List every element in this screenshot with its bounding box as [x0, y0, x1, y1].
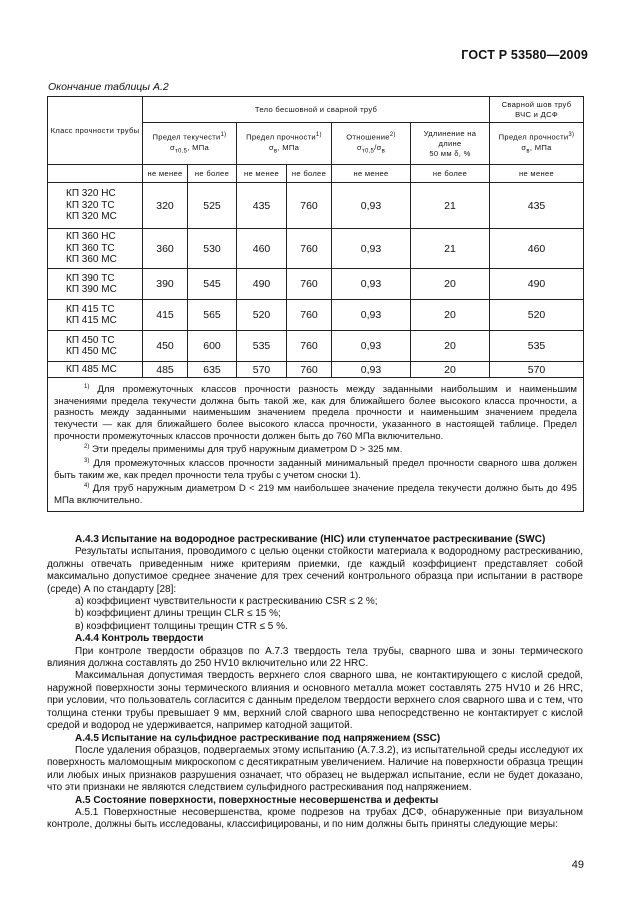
value-cell: 545 — [188, 269, 237, 300]
value-cell: 390 — [143, 269, 188, 300]
value-cell: 0,93 — [332, 362, 411, 378]
value-cell: 530 — [188, 229, 237, 269]
limits-row-blank — [48, 165, 143, 183]
table-row — [48, 229, 584, 269]
table-row — [48, 331, 584, 362]
table-row — [48, 269, 584, 300]
limit-label: не менее — [332, 165, 411, 183]
value-cell: 20 — [411, 331, 490, 362]
paragraph: А.5.1 Поверхностные несовершенства, кроме подрезов на трубах ДСФ, обнаруженные при визуальном контроле, должны быть исследованы, классифицированы, и по ним должны быть приняты следующие меры: — [47, 806, 583, 831]
value-cell: 0,93 — [332, 300, 411, 331]
value-cell: 20 — [411, 362, 490, 378]
value-cell: 570 — [237, 362, 287, 378]
value-cell: 490 — [490, 269, 584, 300]
table-row — [48, 362, 584, 378]
footnote-1: $^{1)}$ Для промежуточных классов прочности разность между заданными наибольшим и наименьшим значениями предела текучести должна быть такой же, как для ближайшего более высокого класса прочности, а разность между заданными наименьшим значением предела прочности и наименьшим значением предела текучести — как для ближайшего более высокого класса прочности, указанного в настоящей таблице. Предел прочности промежуточных классов прочности должен быть до 760 МПа включительно. — [54, 384, 578, 442]
value-cell: 21 — [411, 183, 490, 229]
ratio-header: Отношение$^{2)}$ $\sigma_{т0,5}/\sigma_в$ — [332, 123, 411, 165]
limit-label: не менее — [237, 165, 287, 183]
body-group-header: Тело бесшовной и сварной труб — [143, 97, 490, 123]
class-cell: КП 360 НС КП 360 ТС КП 360 МС — [48, 229, 143, 269]
value-cell: 20 — [411, 269, 490, 300]
paragraph: При контроле твердости образцов по А.7.3 твердость тела трубы, сварного шва и зоны термического влияния должна составлять до 250 HV10 включительно или 22 HRC. — [47, 645, 583, 670]
section-heading: А.5 Состояние поверхности, поверхностные несовершенства и дефекты — [75, 794, 439, 806]
value-cell: 450 — [143, 331, 188, 362]
limit-label: не более — [411, 165, 490, 183]
limit-label: не менее — [490, 165, 584, 183]
value-cell: 485 — [143, 362, 188, 378]
paragraph: Результаты испытания, проводимого с целью оценки стойкости материала к водородному растрескиванию, должны отвечать приведенным ниже критериям приемки, где каждый коэффициент представляет собой максимально допустимое среднее значение для трех сечений контрольного образца при испытании в растворе (среде) А по стандарту [28]: — [47, 546, 583, 595]
table-footnotes — [48, 378, 584, 512]
value-cell: 635 — [188, 362, 237, 378]
value-cell: 415 — [143, 300, 188, 331]
value-cell: 760 — [287, 269, 332, 300]
class-cell: КП 485 МС — [48, 362, 143, 378]
value-cell: 570 — [490, 362, 584, 378]
paragraph: Максимальная допустимая твердость верхнего слоя сварного шва, не контактирующего с кислой средой, наружной поверхности зоны термического влияния и основного металла может составлять 275 HV10 и 26 HRC, при условии, что пользователь согласится с данным пределом твердости верхнего слоя сварного шва и с тем, что толщина стенки трубы превышает 9 мм, верхний слой сварного шва непосредственно не контактирует с кислой средой и водород не удерживается, например катодной защитой. — [47, 670, 583, 732]
class-cell: КП 450 ТС КП 450 МС — [48, 331, 143, 362]
value-cell: 760 — [287, 331, 332, 362]
properties-table — [47, 96, 584, 512]
class-cell: КП 320 НС КП 320 ТС КП 320 МС — [48, 183, 143, 229]
value-cell: 520 — [490, 300, 584, 331]
value-cell: 760 — [287, 362, 332, 378]
value-cell: 535 — [490, 331, 584, 362]
value-cell: 320 — [143, 183, 188, 229]
table-row — [48, 183, 584, 229]
value-cell: 0,93 — [332, 331, 411, 362]
table-row — [48, 300, 584, 331]
value-cell: 525 — [188, 183, 237, 229]
value-cell: 21 — [411, 229, 490, 269]
limit-label: не более — [188, 165, 237, 183]
value-cell: 760 — [287, 300, 332, 331]
value-cell: 435 — [490, 183, 584, 229]
list-item: в) коэффициент толщины трещин CTR ≤ 5 %. — [75, 620, 288, 632]
yield-header: Предел текучести$^{1)}$ $\sigma_{т0,5}$, МПа — [143, 123, 237, 165]
class-cell: КП 415 ТС КП 415 МС — [48, 300, 143, 331]
value-cell: 600 — [188, 331, 237, 362]
paragraph: После удаления образцов, подвергаемых этому испытанию (А.7.3.2), из испытательной среды исследуют их поверхность маломощным микроскопом с десятикратным увеличением. Наличие на поверхности образца трещин или любых иных признаков разрушения означает, что образец не выдержал испытание, если не будет доказано, что эти признаки не являются следствием сульфидного растрескивания под напряжением. — [47, 744, 583, 794]
footnote-4: $^{4)}$ Для труб наружным диаметром D < 219 мм наибольшее значение предела текучести должно быть до 495 МПа включительно. — [54, 483, 578, 507]
footnote-3: $^{3)}$ Для промежуточных классов прочности заданный минимальный предел прочности сварного шва должен быть таким же, как предел прочности тела трубы с учетом сноски 1). — [54, 457, 578, 481]
table-caption: Окончание таблицы А.2 — [48, 81, 169, 93]
list-item: b) коэффициент длины трещин CLR ≤ 15 %; — [75, 608, 281, 620]
class-cell: КП 390 ТС КП 390 МС — [48, 269, 143, 300]
elongation-header: Удлинение на длине 50 мм δ, % — [411, 123, 490, 165]
section-heading: А.4.4 Контроль твердости — [75, 633, 204, 645]
section-heading: А.4.3 Испытание на водородное растрескивание (HIC) или ступенчатое растрескивание (SWC) — [75, 534, 546, 545]
value-cell: 460 — [490, 229, 584, 269]
limit-label: не менее — [143, 165, 188, 183]
tensile-header: Предел прочности$^{1)}$ $\sigma_в$, МПа — [237, 123, 332, 165]
standard-header: ГОСТ Р 53580—2009 — [461, 48, 588, 62]
value-cell: 565 — [188, 300, 237, 331]
page-number: 49 — [571, 859, 584, 871]
value-cell: 20 — [411, 300, 490, 331]
value-cell: 435 — [237, 183, 287, 229]
value-cell: 0,93 — [332, 229, 411, 269]
value-cell: 460 — [237, 229, 287, 269]
value-cell: 490 — [237, 269, 287, 300]
class-header: Класс прочности трубы — [48, 97, 143, 165]
value-cell: 0,93 — [332, 183, 411, 229]
value-cell: 0,93 — [332, 269, 411, 300]
weld-group-header: Сварной шов труб ВЧС и ДСФ — [490, 97, 584, 123]
value-cell: 760 — [287, 229, 332, 269]
value-cell: 360 — [143, 229, 188, 269]
value-cell: 760 — [287, 183, 332, 229]
limit-label: не более — [287, 165, 332, 183]
value-cell: 520 — [237, 300, 287, 331]
section-heading: А.4.5 Испытание на сульфидное растрескивание под напряжением (SSC) — [75, 732, 441, 744]
weld-tensile-header: Предел прочности$^{3)}$ $\sigma_в$, МПа — [490, 123, 584, 165]
footnote-2: $^{2)}$ Эти пределы применимы для труб наружным диаметром D > 325 мм. — [84, 444, 403, 456]
value-cell: 535 — [237, 331, 287, 362]
body-text — [47, 534, 583, 832]
list-item: а) коэффициент чувствительности к растрескиванию CSR ≤ 2 %; — [75, 596, 378, 608]
